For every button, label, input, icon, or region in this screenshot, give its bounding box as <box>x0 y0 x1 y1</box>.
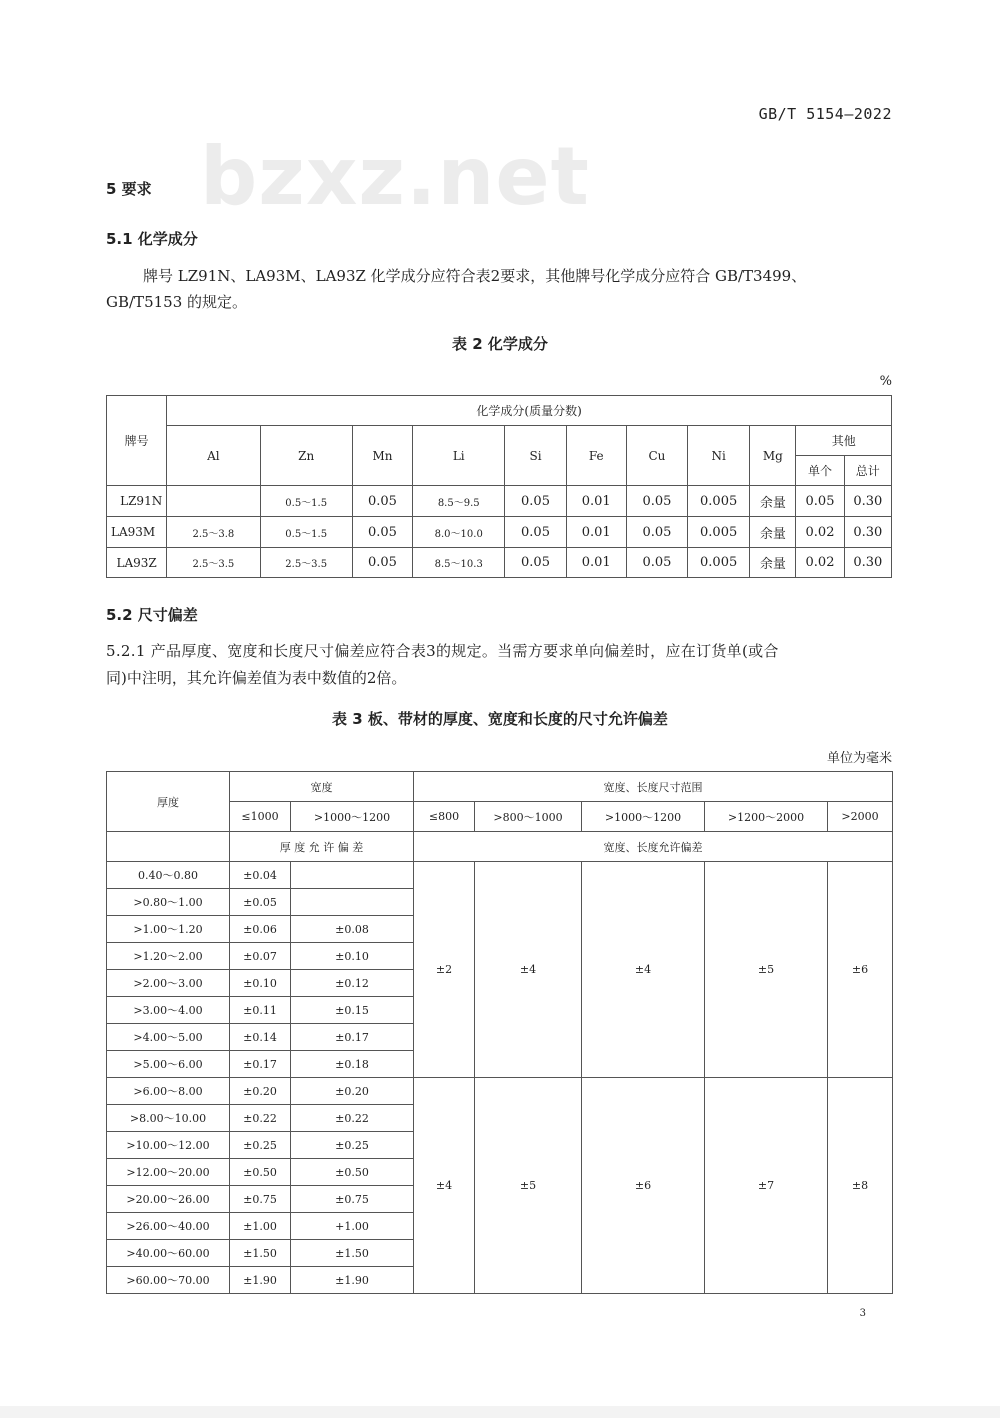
table-row <box>107 548 892 578</box>
cell-fe: 0.01 <box>566 486 626 517</box>
cell-tol-wide: ±0.22 <box>291 1105 414 1132</box>
cell-tol-wide: ±1.50 <box>291 1240 414 1267</box>
table3-unit: 单位为毫米 <box>826 751 892 766</box>
cell-thickness: >26.00～40.00 <box>107 1213 230 1240</box>
chemical-composition-table <box>106 395 892 578</box>
section-5-1-paragraph-line1: 牌号 LZ91N、LA93M、LA93Z 化学成分应符合表2要求，其他牌号化学成分应符合 GB/T3499、 <box>143 267 807 285</box>
cell-thickness: >5.00～6.00 <box>107 1051 230 1078</box>
header-single: 单个 <box>796 456 844 486</box>
cell-range2-group2: ±5 <box>475 1078 582 1294</box>
cell-range5-group2: ±8 <box>828 1078 893 1294</box>
cell-zn: 2.5～3.5 <box>260 548 352 578</box>
cell-mn: 0.05 <box>352 486 412 517</box>
section-5-2-heading: 5.2 尺寸偏差 <box>106 606 198 624</box>
header-composition: 化学成分(质量分数) <box>167 396 892 426</box>
section-5-1-paragraph-line2: GB/T5153 的规定。 <box>106 293 248 311</box>
cell-tol-wide: ±0.50 <box>291 1159 414 1186</box>
cell-mg: 余量 <box>750 548 796 578</box>
header-range: 宽度、长度尺寸范围 <box>414 772 893 802</box>
header-thickness-tolerance: 厚 度 允 许 偏 差 <box>230 832 414 862</box>
cell-si: 0.05 <box>505 517 566 548</box>
cell-tol-narrow: ±0.10 <box>230 970 291 997</box>
cell-thickness: >6.00～8.00 <box>107 1078 230 1105</box>
cell-single: 0.02 <box>796 517 844 548</box>
cell-tol-narrow: ±0.17 <box>230 1051 291 1078</box>
table-row <box>107 517 892 548</box>
page-number: 3 <box>859 1308 866 1319</box>
cell-thickness: >0.80～1.00 <box>107 889 230 916</box>
page-bottom-edge <box>0 1406 1000 1418</box>
cell-tol-narrow: ±0.25 <box>230 1132 291 1159</box>
table-row <box>107 486 892 517</box>
header-al: Al <box>167 426 260 486</box>
header-cu: Cu <box>626 426 687 486</box>
cell-single: 0.05 <box>796 486 844 517</box>
header-li: Li <box>413 426 505 486</box>
cell-total: 0.30 <box>844 486 891 517</box>
cell-range4-group2: ±7 <box>705 1078 828 1294</box>
header-range-5: >2000 <box>828 802 893 832</box>
header-width-2: >1000～1200 <box>291 802 414 832</box>
cell-zn: 0.5～1.5 <box>260 517 352 548</box>
cell-thickness: >2.00～3.00 <box>107 970 230 997</box>
table-row <box>107 1078 893 1105</box>
cell-tol-wide: ±0.18 <box>291 1051 414 1078</box>
cell-li: 8.5～9.5 <box>413 486 505 517</box>
cell-tol-narrow: ±0.22 <box>230 1105 291 1132</box>
cell-thickness: >12.00～20.00 <box>107 1159 230 1186</box>
section-5-heading: 5 要求 <box>106 180 152 198</box>
cell-thickness: >1.00～1.20 <box>107 916 230 943</box>
header-ni: Ni <box>688 426 750 486</box>
cell-zn: 0.5～1.5 <box>260 486 352 517</box>
cell-fe: 0.01 <box>566 517 626 548</box>
cell-thickness: >1.20～2.00 <box>107 943 230 970</box>
cell-tol-narrow: ±1.90 <box>230 1267 291 1294</box>
cell-tol-wide: ±0.25 <box>291 1132 414 1159</box>
cell-tol-narrow: ±0.75 <box>230 1186 291 1213</box>
cell-range5-group1: ±6 <box>828 862 893 1078</box>
cell-grade: LA93M <box>107 517 167 548</box>
cell-al: 2.5～3.8 <box>167 517 260 548</box>
header-range-1: ≤800 <box>414 802 475 832</box>
table2-unit: % <box>879 374 892 389</box>
cell-tol-wide <box>291 889 414 916</box>
cell-thickness: >10.00～12.00 <box>107 1132 230 1159</box>
cell-mg: 余量 <box>750 517 796 548</box>
cell-tol-wide <box>291 862 414 889</box>
cell-tol-narrow: ±0.07 <box>230 943 291 970</box>
cell-tol-narrow: ±0.20 <box>230 1078 291 1105</box>
cell-tol-narrow: ±0.11 <box>230 997 291 1024</box>
cell-tol-narrow: ±0.14 <box>230 1024 291 1051</box>
cell-total: 0.30 <box>844 517 891 548</box>
cell-mg: 余量 <box>750 486 796 517</box>
header-thickness: 厚度 <box>107 772 230 832</box>
cell-range1-group1: ±2 <box>414 862 475 1078</box>
cell-range3-group1: ±4 <box>582 862 705 1078</box>
header-mg: Mg <box>750 426 796 486</box>
cell-tol-wide: ±0.08 <box>291 916 414 943</box>
header-blank <box>107 832 230 862</box>
cell-si: 0.05 <box>505 548 566 578</box>
section-5-2-1-paragraph-line2: 同)中注明，其允许偏差值为表中数值的2倍。 <box>106 669 407 687</box>
header-other: 其他 <box>796 426 892 456</box>
cell-single: 0.02 <box>796 548 844 578</box>
table2-caption: 表 2 化学成分 <box>452 335 548 353</box>
header-si: Si <box>505 426 566 486</box>
cell-tol-narrow: ±0.06 <box>230 916 291 943</box>
cell-total: 0.30 <box>844 548 891 578</box>
header-zn: Zn <box>260 426 352 486</box>
cell-thickness: >4.00～5.00 <box>107 1024 230 1051</box>
cell-tol-narrow: ±0.04 <box>230 862 291 889</box>
cell-ni: 0.005 <box>688 517 750 548</box>
cell-thickness: >40.00～60.00 <box>107 1240 230 1267</box>
cell-tol-wide: ±0.20 <box>291 1078 414 1105</box>
cell-tol-wide: ±0.10 <box>291 943 414 970</box>
table3-caption: 表 3 板、带材的厚度、宽度和长度的尺寸允许偏差 <box>332 710 668 728</box>
cell-ni: 0.005 <box>688 486 750 517</box>
cell-cu: 0.05 <box>626 517 687 548</box>
cell-grade: LZ91N <box>107 486 167 517</box>
header-width-1: ≤1000 <box>230 802 291 832</box>
cell-thickness: 0.40～0.80 <box>107 862 230 889</box>
standard-code: GB/T 5154—2022 <box>758 105 892 123</box>
cell-cu: 0.05 <box>626 486 687 517</box>
cell-tol-wide: ±0.15 <box>291 997 414 1024</box>
cell-tol-narrow: ±1.50 <box>230 1240 291 1267</box>
header-fe: Fe <box>566 426 626 486</box>
cell-al: 2.5～3.5 <box>167 548 260 578</box>
cell-thickness: >60.00～70.00 <box>107 1267 230 1294</box>
header-range-2: >800～1000 <box>475 802 582 832</box>
cell-tol-wide: ±0.12 <box>291 970 414 997</box>
cell-grade: LA93Z <box>107 548 167 578</box>
header-width-length-tolerance: 宽度、长度允许偏差 <box>414 832 893 862</box>
watermark: bzxz.net <box>200 130 590 223</box>
cell-range3-group2: ±6 <box>582 1078 705 1294</box>
header-grade: 牌号 <box>107 396 167 486</box>
cell-range1-group2: ±4 <box>414 1078 475 1294</box>
header-range-3: >1000～1200 <box>582 802 705 832</box>
cell-thickness: >8.00～10.00 <box>107 1105 230 1132</box>
cell-tol-narrow: ±1.00 <box>230 1213 291 1240</box>
header-width: 宽度 <box>230 772 414 802</box>
header-range-4: >1200～2000 <box>705 802 828 832</box>
cell-li: 8.5～10.3 <box>413 548 505 578</box>
header-total: 总计 <box>844 456 891 486</box>
dimension-tolerance-table <box>106 771 893 1294</box>
cell-range2-group1: ±4 <box>475 862 582 1078</box>
cell-ni: 0.005 <box>688 548 750 578</box>
cell-tol-wide: ±0.17 <box>291 1024 414 1051</box>
cell-tol-wide: ±0.75 <box>291 1186 414 1213</box>
section-5-2-1-paragraph-line1: 5.2.1 产品厚度、宽度和长度尺寸偏差应符合表3的规定。当需方要求单向偏差时，应在订货单(或合 <box>106 642 779 660</box>
table-row <box>107 862 893 889</box>
cell-thickness: >3.00～4.00 <box>107 997 230 1024</box>
cell-al <box>167 486 260 517</box>
cell-mn: 0.05 <box>352 517 412 548</box>
cell-tol-wide: +1.00 <box>291 1213 414 1240</box>
header-mn: Mn <box>352 426 412 486</box>
cell-range4-group1: ±5 <box>705 862 828 1078</box>
cell-mn: 0.05 <box>352 548 412 578</box>
cell-fe: 0.01 <box>566 548 626 578</box>
cell-si: 0.05 <box>505 486 566 517</box>
cell-tol-narrow: ±0.05 <box>230 889 291 916</box>
cell-cu: 0.05 <box>626 548 687 578</box>
cell-li: 8.0～10.0 <box>413 517 505 548</box>
cell-tol-wide: ±1.90 <box>291 1267 414 1294</box>
cell-tol-narrow: ±0.50 <box>230 1159 291 1186</box>
cell-thickness: >20.00～26.00 <box>107 1186 230 1213</box>
section-5-1-heading: 5.1 化学成分 <box>106 230 198 248</box>
